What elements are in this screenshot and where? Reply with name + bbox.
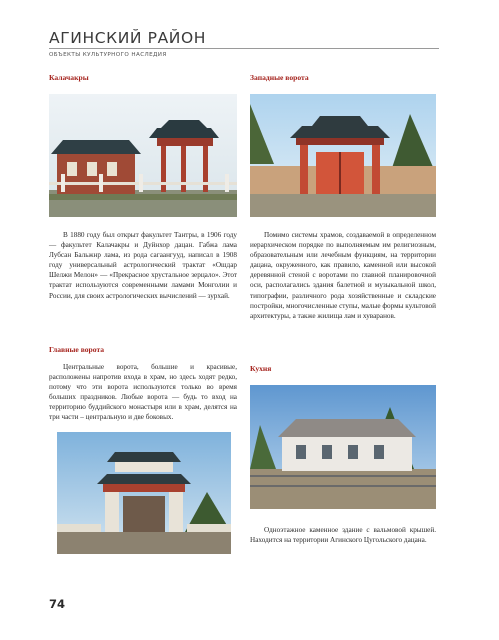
section-title-west-gate: Западные ворота — [250, 73, 309, 82]
page-number: 74 — [49, 597, 66, 611]
paragraph-main-gate: Центральные ворота, большие и красивые, расположены напротив входа в храм, но здесь ходят редко, потому что эти ворота используются только во время больших праздников. Любые ворота — будь то вход на территорию буддийского монастыря или в храм, делятся на три части – центральную и две боковых. — [49, 363, 237, 422]
paragraph-kitchen: Одноэтажное каменное здание с вальмовой крышей. Находится на территории Агинского Цугольского дацана. — [250, 526, 436, 545]
section-title-kitchen: Кухня — [250, 364, 272, 373]
header-rule — [49, 48, 439, 49]
section-title-main-gate: Главные ворота — [49, 345, 105, 354]
photo-kitchen — [250, 385, 436, 509]
photo-west-gate — [250, 94, 436, 217]
photo-kalachakra-temple — [49, 94, 237, 217]
district-title: АГИНСКИЙ РАЙОН — [49, 29, 207, 47]
page-subtitle: ОБЪЕКТЫ КУЛЬТУРНОГО НАСЛЕДИЯ — [49, 52, 167, 58]
page-header — [49, 30, 439, 58]
section-title-kalachakra: Калачакры — [49, 73, 89, 82]
paragraph-west-gate: Помимо системы храмов, создаваемой в определенном иерархическом порядке по выполняемым им религиозным, образовательным или лечебным функциям, на территории дацана, окруженного, как правило, каменной или высокой деревянной стеной с воротами по главной планировочной оси, располагались здания балетной и музыкальной школ, типографии, различного рода хозяйственные и складские постройки, многочисленные ступы, малые формы культовой архитектуры, а также жилища лам и хуваранов. — [250, 231, 436, 320]
paragraph-kalachakra: В 1880 году был открыт факультет Тантры, в 1906 году — факультет Калачакры и Дуйнхор дацан. Габжа лама Лубсан Бальжнр лама, из рода сагаангууд, написал в 1908 году универсальный астрологический трактат «Ошдар Шелжи Мелон» — «Прекрасное хрустальное зерцало». Этот трактат используются современными ламами Монголии и России, для своих астрологических вычислений — зурхай. — [49, 231, 237, 300]
photo-main-gate — [57, 432, 231, 554]
